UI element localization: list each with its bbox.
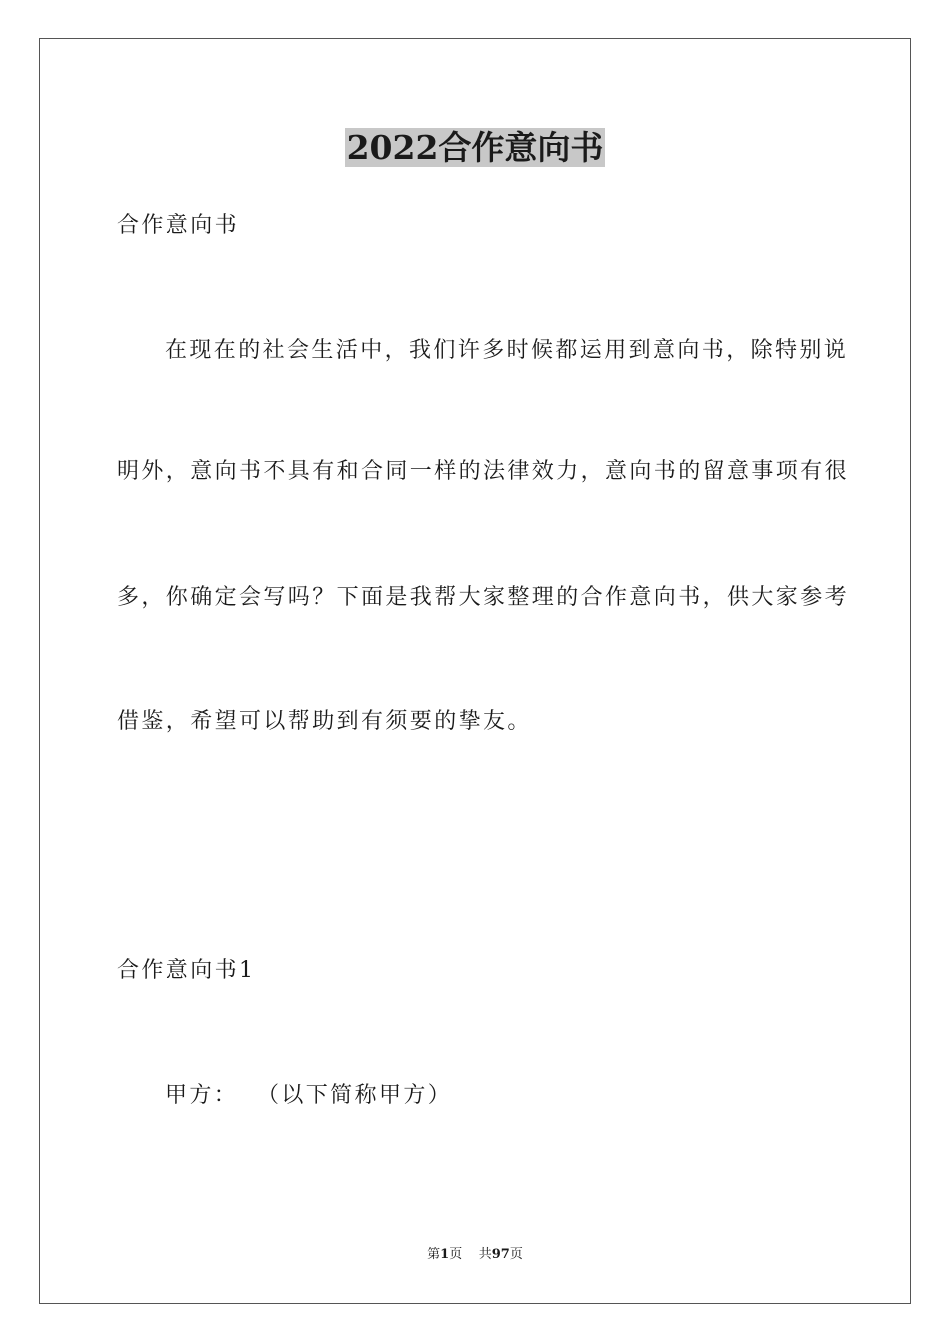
paragraph-line-2: 明外，意向书不具有和合同一样的法律效力，意向书的留意事项有很 <box>117 459 850 484</box>
paragraph-line-4: 借鉴，希望可以帮助到有须要的挚友。 <box>117 709 532 734</box>
footer-page-suffix: 页 <box>449 1247 463 1262</box>
page-footer <box>0 1246 950 1264</box>
document-subtitle: 合作意向书 <box>117 213 240 238</box>
footer-total-pages: 97 <box>491 1247 510 1262</box>
paragraph-line-3: 多，你确定会写吗？下面是我帮大家整理的合作意向书，供大家参考 <box>117 585 850 610</box>
footer-page-prefix: 第 <box>427 1247 441 1262</box>
paragraph-line-1: 在现在的社会生活中，我们许多时候都运用到意向书，除特别说 <box>165 338 849 363</box>
section-heading: 合作意向书1 <box>117 958 256 983</box>
party-a-line: 甲方： （以下简称甲方） <box>165 1083 453 1108</box>
document-title <box>0 126 950 170</box>
footer-page-number: 1 <box>440 1247 450 1262</box>
footer-total-prefix: 共 <box>478 1247 492 1262</box>
document-title-text: 2022合作意向书 <box>346 128 604 167</box>
footer-total-suffix: 页 <box>509 1247 523 1262</box>
